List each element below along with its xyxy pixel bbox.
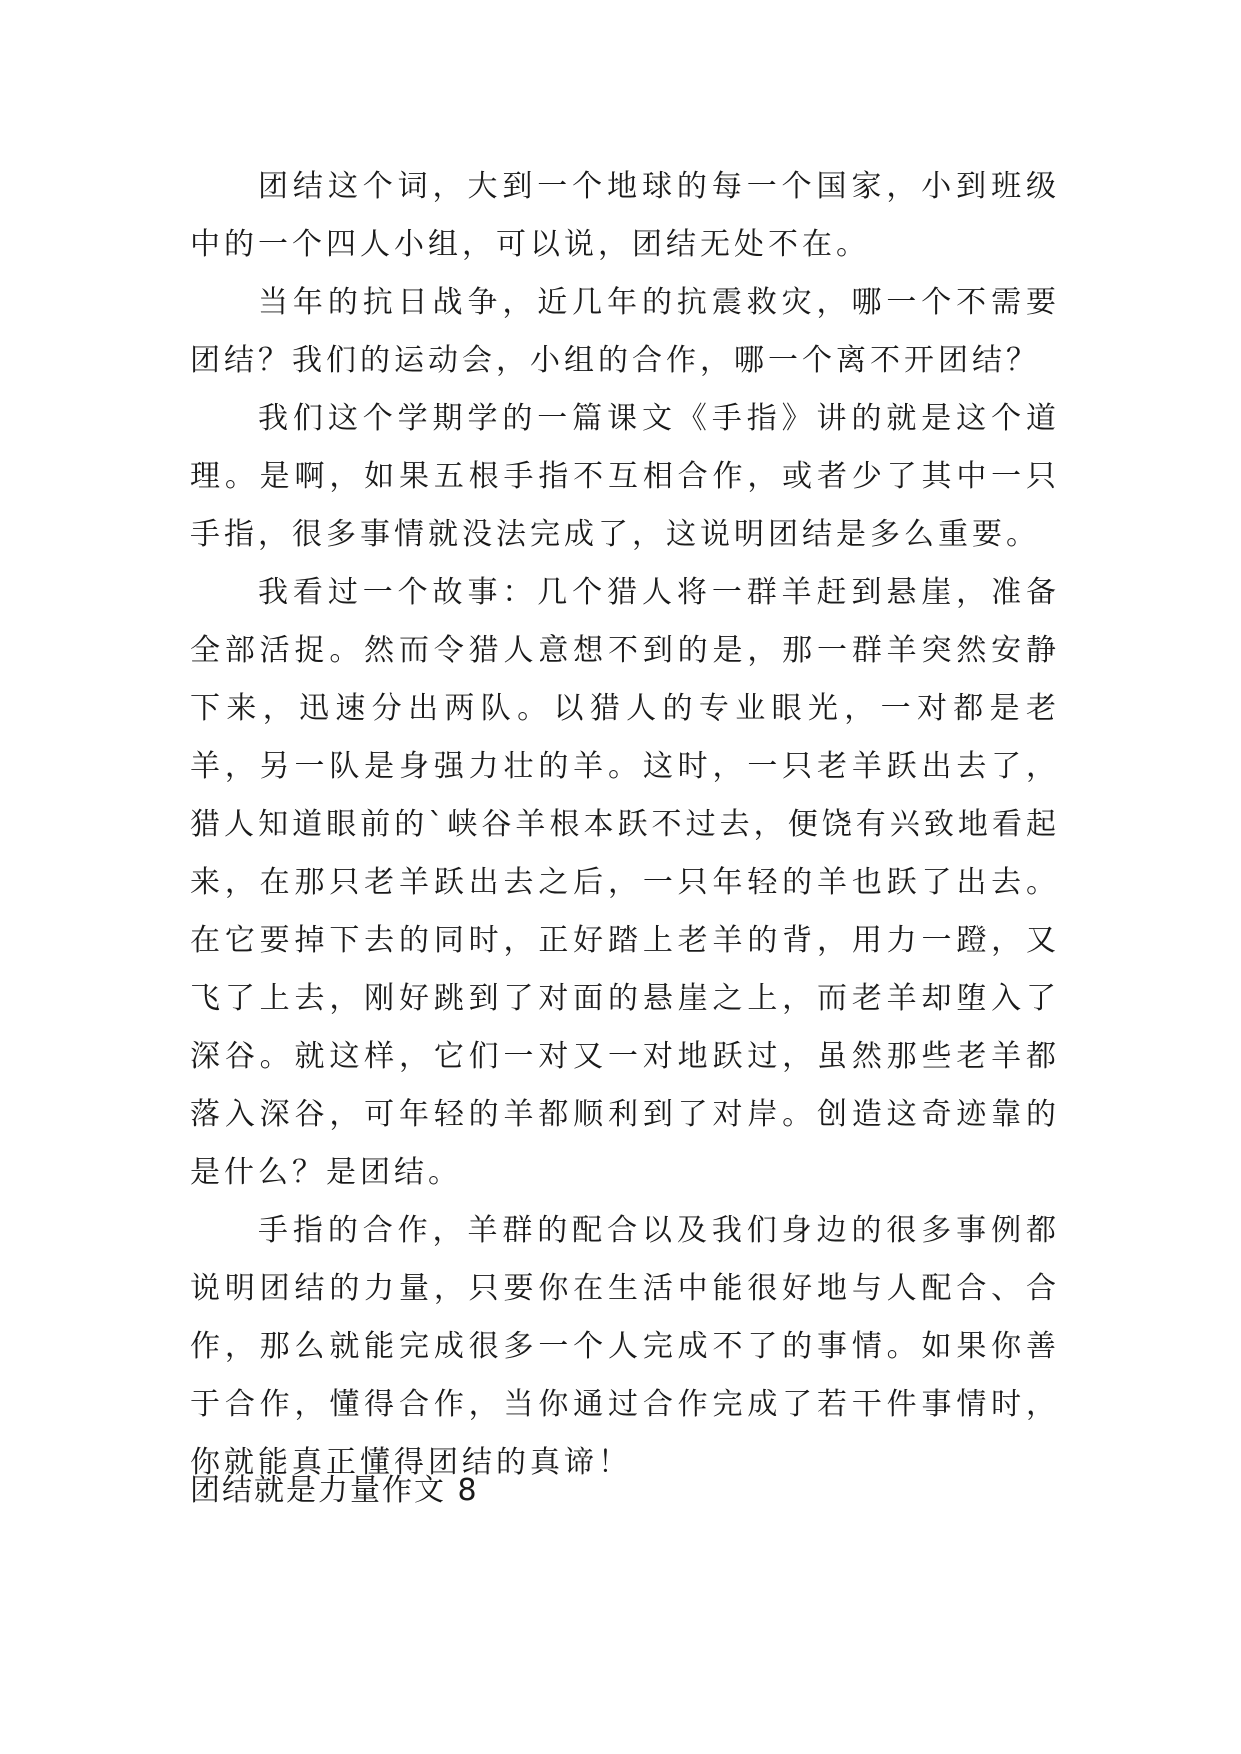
paragraph-2: 当年的抗日战争，近几年的抗震救灾，哪一个不需要团结？我们的运动会，小组的合作，哪一个离不开团结？ bbox=[190, 285, 1060, 378]
next-essay-heading: 团结就是力量作文 8 bbox=[190, 1473, 479, 1508]
paragraph-3: 我们这个学期学的一篇课文《手指》讲的就是这个道理。是啊，如果五根手指不互相合作，或者少了其中一只手指，很多事情就没法完成了，这说明团结是多么重要。 bbox=[190, 401, 1060, 552]
paragraph-5: 手指的合作，羊群的配合以及我们身边的很多事例都说明团结的力量，只要你在生活中能很好地与人配合、合作，那么就能完成很多一个人完成不了的事情。如果你善于合作，懂得合作，当你通过合作完成了若干件事情时，你就能真正懂得团结的真谛！ bbox=[190, 1213, 1060, 1480]
essay-body bbox=[190, 158, 1060, 1492]
paragraph-1: 团结这个词，大到一个地球的每一个国家，小到班级中的一个四人小组，可以说，团结无处不在。 bbox=[190, 169, 1060, 262]
paragraph-4: 我看过一个故事：几个猎人将一群羊赶到悬崖，准备全部活捉。然而令猎人意想不到的是，那一群羊突然安静下来，迅速分出两队。以猎人的专业眼光，一对都是老羊，另一队是身强力壮的羊。这时，一只老羊跃出去了，猎人知道眼前的`峡谷羊根本跃不过去，便饶有兴致地看起来，在那只老羊跃出去之后，一只年轻的羊也跃了出去。在它要掉下去的同时，正好踏上老羊的背，用力一蹬，又飞了上去，刚好跳到了对面的悬崖之上，而老羊却堕入了深谷。就这样，它们一对又一对地跃过，虽然那些老羊都落入深谷，可年轻的羊都顺利到了对岸。创造这奇迹靠的是什么？是团结。 bbox=[190, 575, 1060, 1190]
